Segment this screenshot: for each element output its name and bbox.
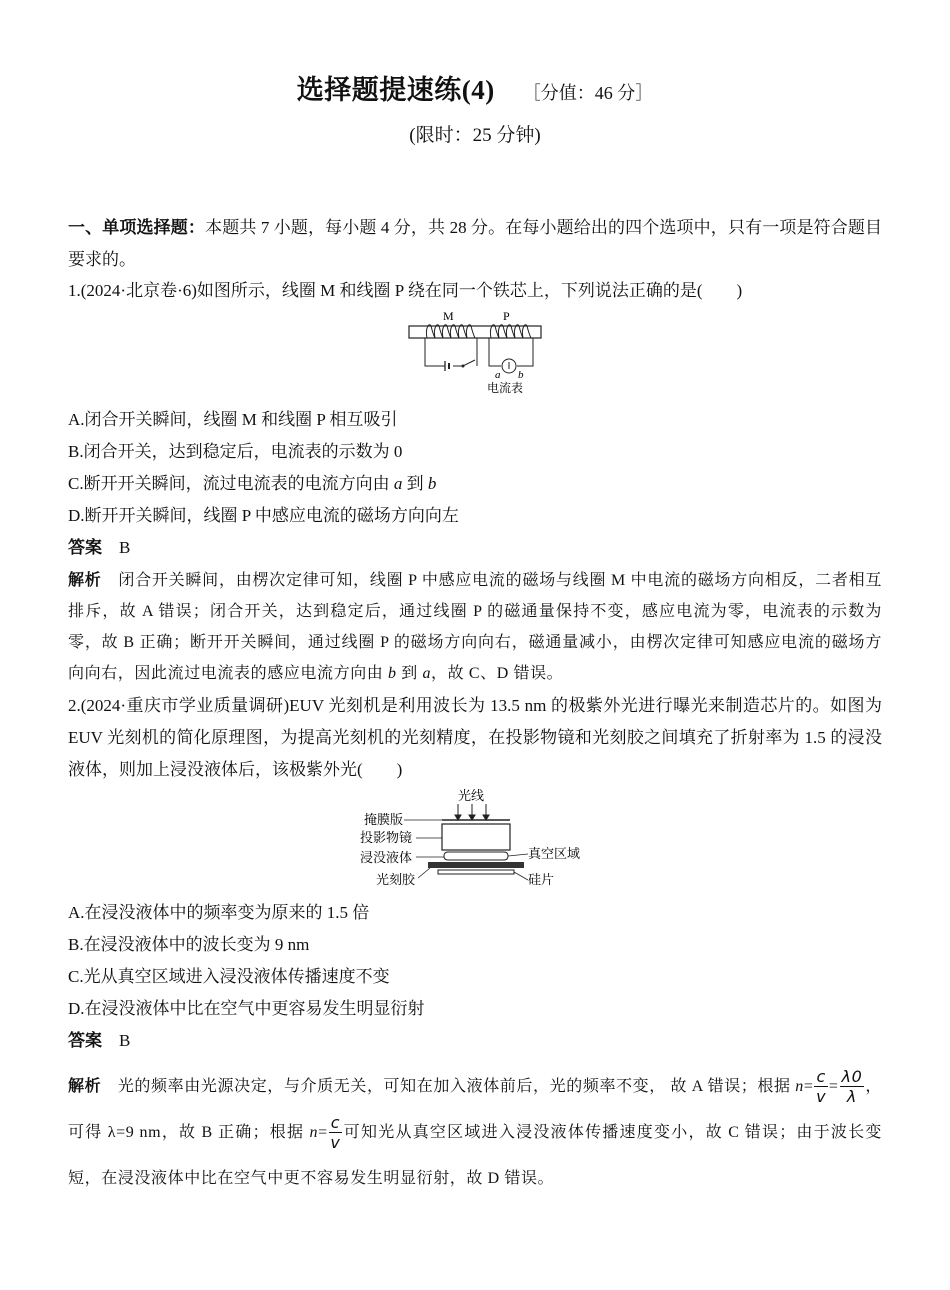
- section-heading: 一、单项选择题：: [68, 218, 206, 237]
- q2-option-c: C.光从真空区域进入浸没液体传播速度不变: [68, 967, 390, 986]
- label-lens: 投影物镜: [360, 830, 413, 845]
- q1-explanation: 解析 闭合开关瞬间，由楞次定律可知，线圈 P 中感应电流的磁场与线圈 M 中电流的磁场方向相反，二者相互排斥，故 A 错误；闭合开关，达到稳定后，通过线圈 P 的磁通量保持不变，感应电流为零，电流表的示数为零，故 B 正确；断开开关瞬间，通过线圈 P 的磁场方向向右，磁通量减小，由楞次定律可知感应电流的磁场方向向右，因此流过电流表的感应电流方向由 b 到 a，故 C、D 错误。: [68, 572, 883, 682]
- q1-figure-coil-circuit: [405, 308, 545, 400]
- label-vacuum: 真空区域: [528, 846, 581, 861]
- answer-label: 答案: [68, 1031, 102, 1050]
- ammeter-caption: 电流表: [487, 381, 524, 395]
- label-liquid: 浸没液体: [360, 850, 413, 865]
- projection-lens: [442, 824, 510, 850]
- label-resist: 光刻胶: [376, 872, 416, 887]
- answer-value: B: [119, 1031, 131, 1050]
- label-wafer: 硅片: [528, 872, 555, 887]
- label-p: P: [503, 309, 510, 323]
- light-arrows: [455, 804, 489, 820]
- wafer: [438, 870, 514, 874]
- fraction-c-over-v: $\frac{c}{v}$: [816, 1067, 827, 1107]
- q1-stem: 1.(2024·北京卷·6)如图所示，线圈 M 和线圈 P 绕在同一个铁芯上，下列说法正确的是( ): [68, 281, 743, 300]
- q1-option-b: B.闭合开关，达到稳定后，电流表的示数为 0: [68, 442, 403, 461]
- explanation-label: 解析: [68, 1078, 102, 1095]
- label-a: a: [495, 369, 501, 381]
- q2-explanation: 解析 光的频率由光源决定，与介质无关，可知在加入液体前后，光的频率不变， 故 A 错误；根据 n= $\frac{c}{v}$ = $\frac{\lambda 0}{\lambda}$ ，可得 λ=9 nm，故 B 正确；根据 n= $\frac{c}{v}$ 可知光从真空区域进入浸没液体传播速度变小，故 C 错误；由于波长变短，在浸没液体中比在空气中更不容易发生明显衍射，故 D 错误。: [68, 1067, 882, 1187]
- photoresist-layer: [428, 862, 524, 868]
- fraction-c-over-v-2: $\frac{c}{v}$: [330, 1113, 341, 1153]
- switch-icon: [462, 365, 465, 368]
- q2-option-d: D.在浸没液体中比在空气中更容易发生明显衍射: [68, 999, 425, 1018]
- label-b: b: [518, 369, 524, 381]
- q2-figure-euv-lithography: [360, 784, 590, 892]
- explanation-label: 解析: [68, 572, 102, 589]
- page-title-block: [0, 68, 950, 107]
- time-limit: (限时：25 分钟): [409, 125, 541, 146]
- section-text: 本题共 7 小题，每小题 4 分，共 28 分。在每小题给出的四个选项中，只有一项是符合题目要求的。: [68, 218, 882, 269]
- q2-stem: 2.(2024·重庆市学业质量调研)EUV 光刻机是利用波长为 13.5 nm 的极紫外光进行曝光来制造芯片的。如图为 EUV 光刻机的简化原理图，为提高光刻机的光刻精度，在投影物镜和光刻胶之间填充了折射率为 1.5 的浸没液体，则加上浸没液体后，该极紫外光( ): [68, 696, 882, 779]
- immersion-liquid: [444, 852, 508, 860]
- q2-option-a: A.在浸没液体中的频率变为原来的 1.5 倍: [68, 903, 370, 922]
- answer-label: 答案: [68, 538, 102, 557]
- section-intro: [68, 212, 882, 276]
- score-note: ［分值：46 分］: [522, 83, 654, 103]
- q1-option-d: D.断开开关瞬间，线圈 P 中感应电流的磁场方向向左: [68, 506, 459, 525]
- answer-value: B: [119, 538, 131, 557]
- q2-answer: [68, 1025, 882, 1057]
- q2-option-b: B.在浸没液体中的波长变为 9 nm: [68, 935, 310, 954]
- label-mask: 掩膜版: [364, 812, 404, 827]
- page-title: 选择题提速练(4): [296, 75, 495, 105]
- label-light: 光线: [458, 788, 485, 803]
- label-m: M: [443, 309, 454, 323]
- q1-option-c: C.断开开关瞬间，流过电流表的电流方向由 a 到 b: [68, 474, 437, 493]
- q1-answer: [68, 532, 882, 564]
- m-circuit-wires: [425, 338, 477, 366]
- fraction-lambda0-over-lambda: $\frac{\lambda 0}{\lambda}$: [841, 1067, 863, 1107]
- q1-option-a: A.闭合开关瞬间，线圈 M 和线圈 P 相互吸引: [68, 410, 398, 429]
